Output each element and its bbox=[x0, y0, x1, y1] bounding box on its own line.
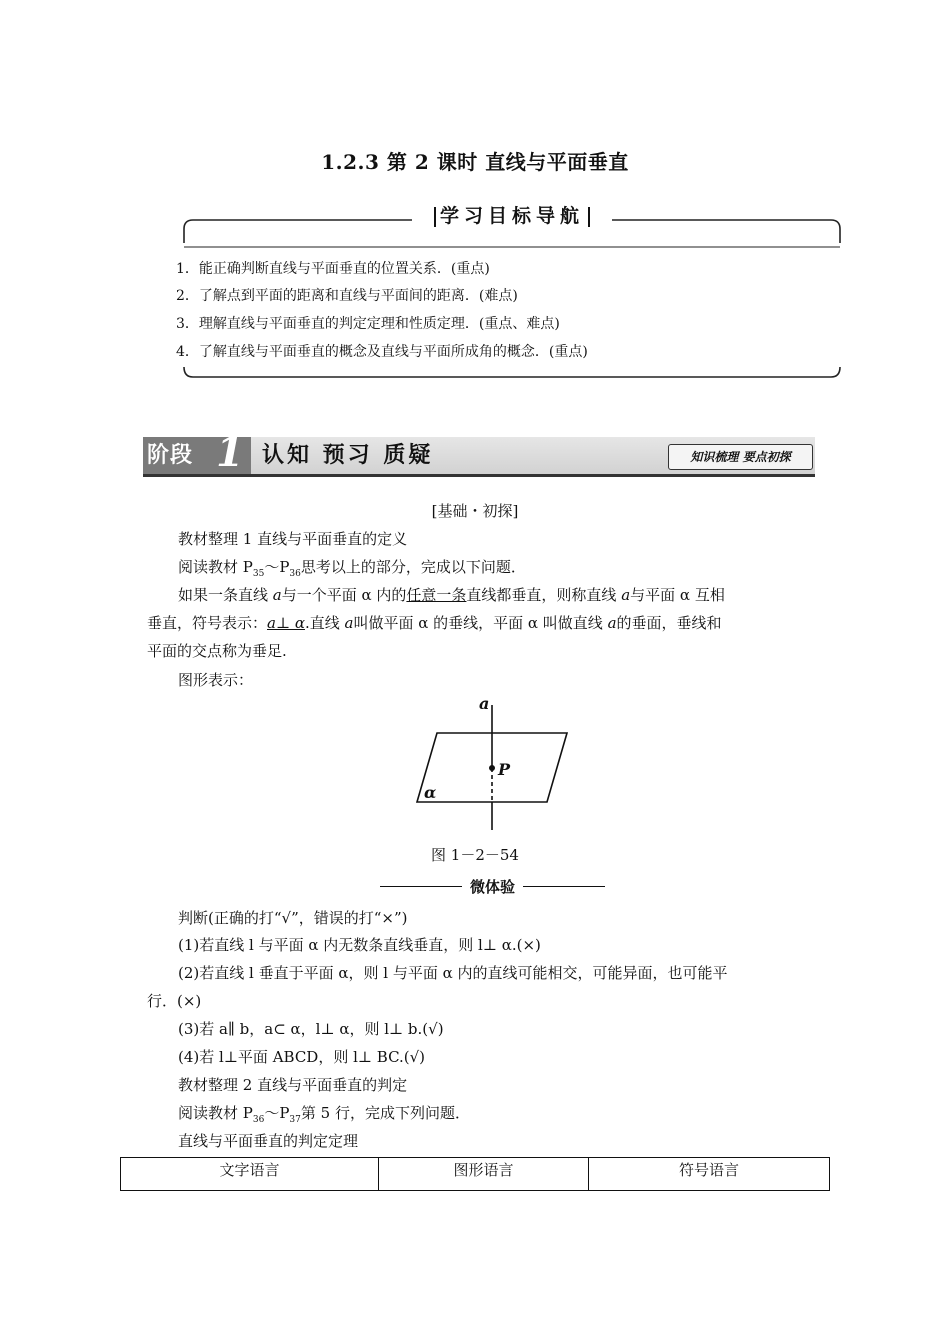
section-label: [基础・初探] bbox=[431, 502, 519, 520]
def-var: a bbox=[272, 586, 282, 604]
heading-bar-right bbox=[588, 207, 590, 227]
read-text: 第 5 行，完成下列问题． bbox=[300, 1104, 470, 1122]
read-text: 思考以上的部分，完成以下问题． bbox=[300, 558, 526, 576]
def-text: 垂直，符号表示： bbox=[147, 614, 268, 632]
def-var: a bbox=[607, 614, 617, 632]
page-subscript: 36 bbox=[289, 569, 301, 579]
figure-plane-label: α bbox=[424, 783, 437, 802]
def-answer: a⊥ α bbox=[267, 614, 305, 632]
definition-line-1 bbox=[178, 584, 725, 606]
objective-item: 1．能正确判断直线与平面垂直的位置关系．(重点) bbox=[176, 261, 490, 277]
micro-heading-block bbox=[380, 876, 605, 898]
micro-question: (1)若直线 l 与平面 α 内无数条直线垂直，则 l⊥ α.(×) bbox=[178, 936, 541, 954]
def-text: 直线都垂直，则称直线 bbox=[466, 586, 622, 604]
table-header-cell: 文字语言 bbox=[121, 1158, 379, 1191]
def-var: a bbox=[621, 586, 631, 604]
def-var: a bbox=[344, 614, 354, 632]
objective-item: 2．了解点到平面的距离和直线与平面间的距离．(难点) bbox=[176, 288, 518, 304]
read-text: 阅读教材 P bbox=[178, 1104, 253, 1122]
page-subscript: 37 bbox=[289, 1115, 301, 1125]
micro-question: (3)若 a∥ b，a⊂ α，l⊥ α，则 l⊥ b.(√) bbox=[178, 1020, 444, 1038]
table-header-cell: 符号语言 bbox=[589, 1158, 830, 1191]
figure-line-label: a bbox=[479, 694, 490, 713]
objective-item: 4．了解直线与平面垂直的概念及直线与平面所成角的概念．(重点) bbox=[176, 344, 588, 360]
material1-read bbox=[178, 556, 526, 585]
material1-heading: 教材整理 1 直线与平面垂直的定义 bbox=[178, 530, 408, 548]
objectives-heading bbox=[412, 201, 612, 231]
micro-question: (2)若直线 l 垂直于平面 α，则 l 与平面 α 内的直线可能相交，可能异面，也可能平 bbox=[178, 964, 728, 982]
micro-heading: 微体验 bbox=[380, 876, 605, 898]
theorem-table bbox=[120, 1157, 830, 1191]
read-text: ～P bbox=[264, 1104, 290, 1122]
line-plane-figure bbox=[400, 695, 580, 835]
micro-question-cont: 行．(×) bbox=[147, 992, 202, 1010]
definition-line-3: 平面的交点称为垂足. bbox=[147, 642, 287, 660]
def-text: 与一个平面 α 内的 bbox=[281, 586, 407, 604]
objective-item: 3．理解直线与平面垂直的判定定理和性质定理．(重点、难点) bbox=[176, 316, 560, 332]
def-text: .直线 bbox=[304, 614, 345, 632]
definition-line-2 bbox=[147, 612, 722, 634]
figure-point-label: P bbox=[498, 760, 511, 779]
stage-title: 认知 预习 质疑 bbox=[262, 442, 434, 468]
read-text: 阅读教材 P bbox=[178, 558, 253, 576]
figure-caption: 图 1－2－54 bbox=[431, 846, 519, 864]
def-text: 叫做平面 α 的垂线，平面 α 叫做直线 bbox=[353, 614, 608, 632]
figure-label: 图形表示： bbox=[178, 671, 254, 689]
stage-number: 1 bbox=[216, 429, 244, 476]
page-subscript: 35 bbox=[252, 569, 265, 579]
material2-read bbox=[178, 1102, 470, 1131]
page-title: 1.2.3 第 2 课时 直线与平面垂直 bbox=[321, 150, 629, 174]
def-text: 的垂面，垂线和 bbox=[616, 614, 722, 632]
objectives-heading-text: 学习目标导航 bbox=[439, 205, 584, 227]
material2-heading: 教材整理 2 直线与平面垂直的判定 bbox=[178, 1076, 408, 1094]
def-answer: 任意一条 bbox=[406, 586, 467, 604]
def-text: 如果一条直线 bbox=[178, 586, 273, 604]
table-header-cell: 图形语言 bbox=[379, 1158, 589, 1191]
page-subscript: 36 bbox=[252, 1115, 265, 1125]
read-text: ～P bbox=[264, 558, 290, 576]
micro-question: (4)若 l⊥平面 ABCD，则 l⊥ BC.(√) bbox=[178, 1048, 426, 1066]
foot-point bbox=[489, 765, 495, 771]
heading-bar-left bbox=[434, 207, 436, 227]
micro-prompt: 判断(正确的打“√”，错误的打“×”) bbox=[178, 909, 408, 927]
table-header-row bbox=[121, 1158, 830, 1191]
theorem-title: 直线与平面垂直的判定定理 bbox=[178, 1132, 359, 1150]
stage-tag: 知识梳理 要点初探 bbox=[668, 444, 813, 470]
def-text: 与平面 α 互相 bbox=[630, 586, 725, 604]
stage-label: 阶段 bbox=[147, 442, 194, 468]
